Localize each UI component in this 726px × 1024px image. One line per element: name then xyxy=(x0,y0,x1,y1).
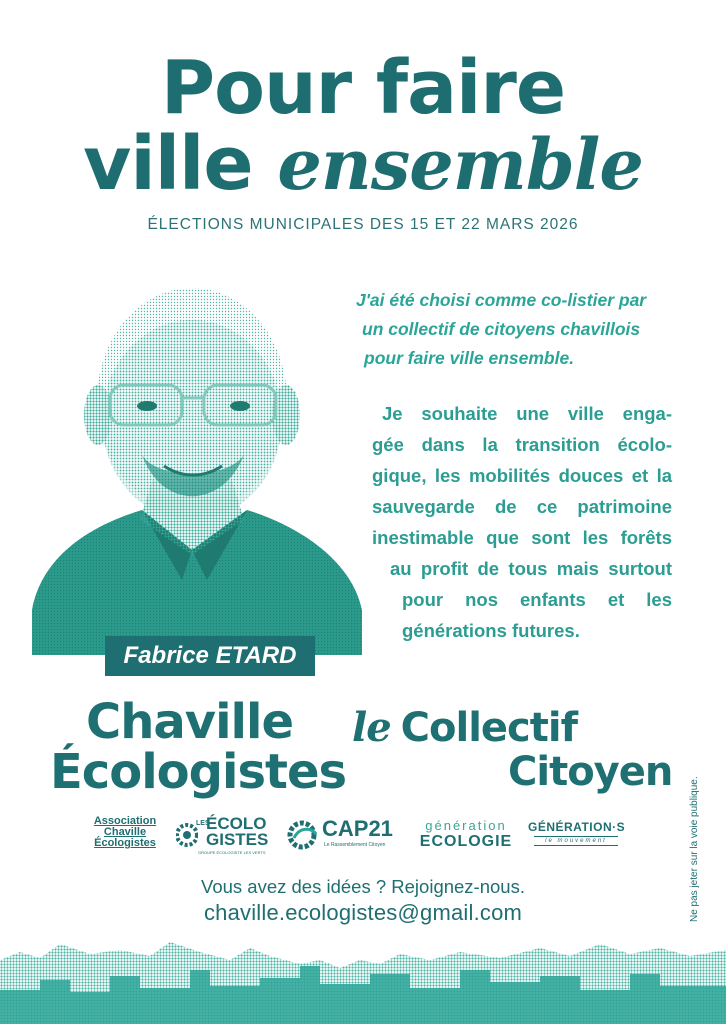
wordmark-le: le xyxy=(352,704,391,751)
logo-text: Chaville xyxy=(103,826,147,838)
generation-ecologie-logo xyxy=(414,810,518,856)
cap21-logo xyxy=(286,810,404,856)
statement-line: générations futures. xyxy=(402,620,580,641)
statement-line: pour nos enfants et les xyxy=(402,589,672,610)
headline-line-1: Pour faire xyxy=(160,45,566,131)
candidate-quote xyxy=(356,286,676,373)
headline-ville: ville xyxy=(83,121,253,207)
chaville-ecologistes-wordmark xyxy=(50,694,347,800)
headline-line-2 xyxy=(0,121,726,207)
statement-line: gique, les mobilités douces et la xyxy=(372,465,672,486)
logo-text: GISTES xyxy=(206,830,269,849)
wordmark-line: Écologistes xyxy=(50,744,347,800)
city-skyline-illustration xyxy=(0,930,726,1024)
generations-logo xyxy=(528,810,624,856)
les-ecologistes-logo xyxy=(176,810,272,856)
statement-line: au profit de tous mais surtout xyxy=(390,558,672,579)
logo-text: Le Rassemblement Citoyen xyxy=(324,842,386,848)
contact-email-link[interactable]: chaville.ecologistes@gmail.com xyxy=(203,900,523,925)
logo-text: LES xyxy=(196,820,210,827)
logo-text: ÉCOLO xyxy=(206,814,267,833)
logo-text: le mouvement xyxy=(534,836,618,846)
wordmark-line: Chaville xyxy=(86,694,293,750)
candidate-statement xyxy=(372,398,672,646)
call-to-action: Vous avez des idées ? Rejoignez-nous. xyxy=(201,876,525,897)
headline-ensemble: ensemble xyxy=(277,123,643,206)
sunflower-icon xyxy=(176,820,198,850)
statement-line: inestimable que sont les forêts xyxy=(372,527,672,548)
quote-line: pour faire ville ensemble. xyxy=(364,348,575,368)
statement-line: Je souhaite une ville enga- xyxy=(382,403,672,424)
logo-text: Association xyxy=(93,815,157,827)
wordmark-citoyen: Citoyen xyxy=(508,749,673,795)
litter-notice-text: Ne pas jeter sur la voie publique. xyxy=(689,776,700,922)
election-dates: ÉLECTIONS MUNICIPALES DES 15 ET 22 MARS 2026 xyxy=(147,216,579,233)
quote-line: un collectif de citoyens chavillois xyxy=(362,319,641,339)
cap21-swirl-icon xyxy=(286,820,320,850)
logo-text: ECOLOGIE xyxy=(419,833,513,850)
statement-line: sauvegarde de ce patrimoine xyxy=(372,496,672,517)
candidate-name-badge: Fabrice ETARD xyxy=(105,636,315,676)
wordmark-collectif: Collectif xyxy=(400,705,577,751)
quote-line: J'ai été choisi comme co-listier par xyxy=(356,290,647,310)
logo-text: Écologistes xyxy=(94,837,156,849)
collectif-citoyen-wordmark xyxy=(352,706,672,794)
logo-text: GÉNÉRATION·S xyxy=(528,820,626,834)
statement-line: gée dans la transition écolo- xyxy=(372,434,672,455)
candidate-portrait xyxy=(32,280,362,655)
logo-text: GROUPE ÉCOLOGISTE LES VERTS xyxy=(198,850,266,855)
logo-text: CAP21 xyxy=(322,816,393,841)
association-chaville-ecologistes-logo xyxy=(88,816,162,862)
logo-text: génération xyxy=(425,818,507,833)
